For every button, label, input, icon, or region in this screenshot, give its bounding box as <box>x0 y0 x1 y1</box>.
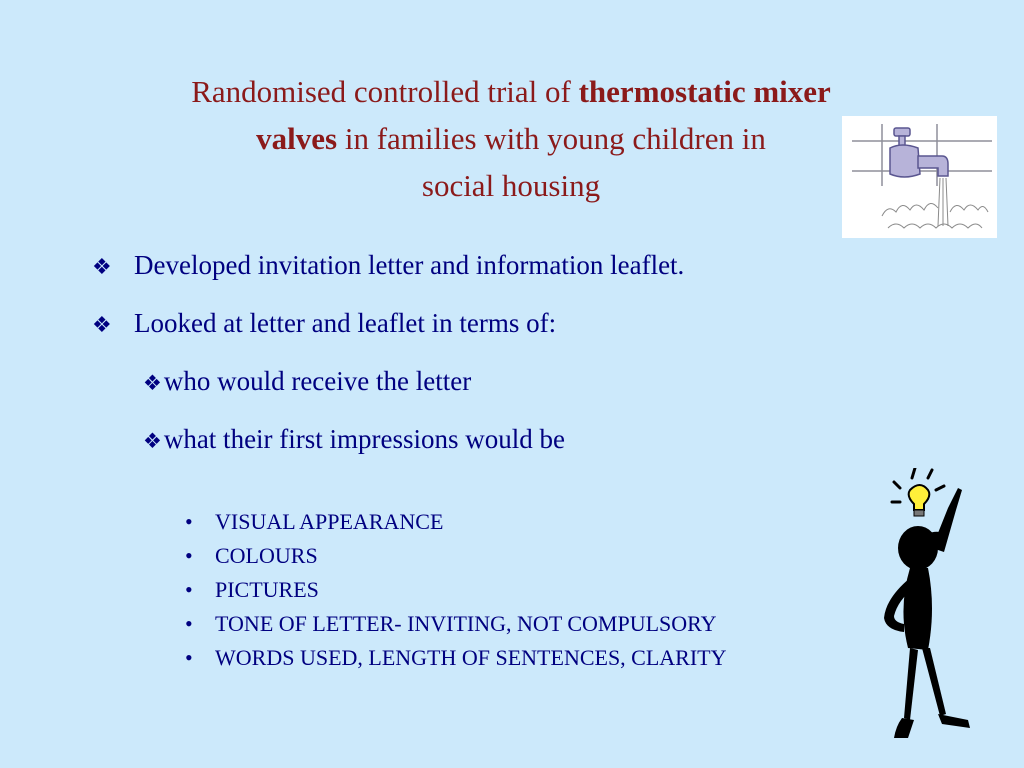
points-list <box>185 505 727 675</box>
tap-icon <box>842 116 997 238</box>
sub-bullet-item: ❖ who would receive the letter <box>143 366 472 396</box>
sub-bullet-item: ❖ what their first impressions would be <box>143 424 566 454</box>
bullet-item: ❖ Looked at letter and leaflet in terms of: <box>92 308 557 338</box>
list-item: • WORDS USED, LENGTH OF SENTENCES, CLARITY <box>185 645 727 670</box>
slide-title: Randomised controlled trial of thermostatic mixer valves in families with young children in social housing <box>191 74 831 203</box>
list-item: • VISUAL APPEARANCE <box>185 509 444 534</box>
list-item: • COLOURS <box>185 543 318 568</box>
diamond-bullet-icon: ❖ <box>143 429 162 453</box>
list-item: • PICTURES <box>185 577 319 602</box>
list-item: • TONE OF LETTER- INVITING, NOT COMPULSORY <box>185 611 717 636</box>
diamond-bullet-icon: ❖ <box>143 371 162 395</box>
idea-stick-figure-icon <box>870 468 990 758</box>
bullet-item: ❖ Developed invitation letter and information leaflet. <box>92 250 685 280</box>
diamond-bullet-icon: ❖ <box>92 254 112 279</box>
diamond-bullet-icon: ❖ <box>92 312 112 337</box>
